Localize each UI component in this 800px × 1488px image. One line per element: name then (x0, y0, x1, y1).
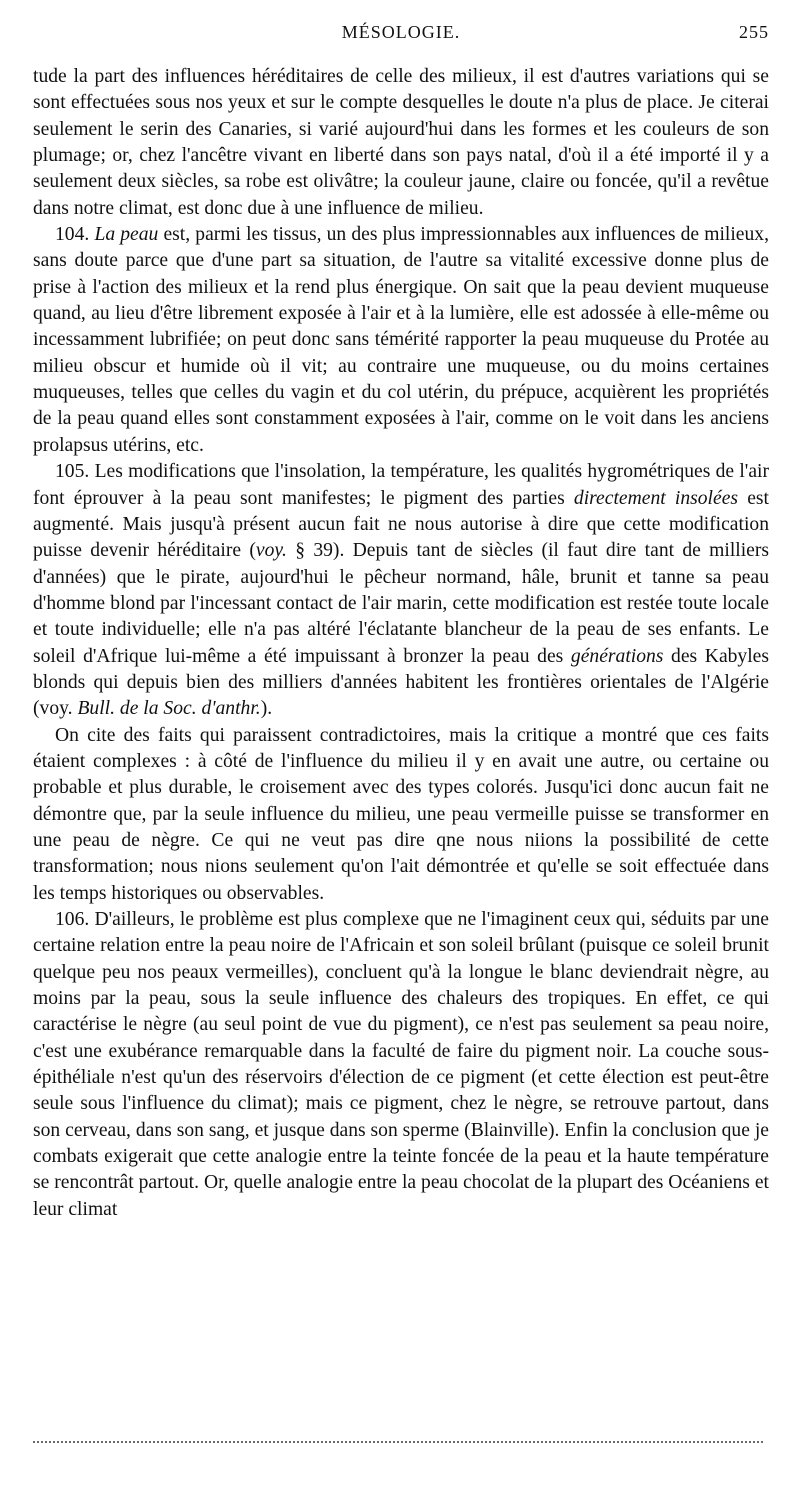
paragraph-105 (33, 459, 769, 722)
italic-run: Bull. de la Soc. d'anthr. (77, 698, 261, 720)
footer-dotted-rule (33, 1441, 763, 1443)
text-run: ). (260, 698, 273, 720)
text-run: tude la part des influences héréditaires de celle des milieux, il est d'autres variations qui se sont effectuées sous nos yeux et sur le compte desquelles le doute n'a plus de place. Je citerai seulement le serin des Canaries, si varié aujourd'hui dans les formes et les couleurs de son plumage; or, chez l'ancêtre vivant en liberté dans son pays natal, d'où il a été importé il y a seulement deux siècles, sa robe est olivâtre; la couleur jaune, claire ou foncée, qu'il a revêtue dans notre climat, est donc due à une influence de milieu. (33, 66, 769, 219)
paragraph-continuation (33, 64, 769, 222)
running-title: MÉSOLOGIE. (341, 22, 461, 42)
text-run: est augmenté. Mais jusqu'à présent aucun fait ne nous autorise à dire que cette modification puisse devenir héréditaire ( (33, 487, 769, 562)
paragraph-unnumbered (33, 723, 769, 907)
body-text (33, 64, 769, 1223)
italic-run: voy. (255, 540, 287, 562)
paragraph-104 (33, 222, 769, 459)
running-head (33, 22, 769, 48)
italic-run: générations (570, 645, 664, 667)
text-run: Les modifications que l'insolation, la température, les qualités hygrométriques de l'air font éprouver à la peau sont manifestes; le pigment des parties (33, 461, 769, 509)
text-run: des Kabyles blonds qui depuis bien des milliers d'années habitent les frontières orientales de l'Algérie (voy. (33, 645, 769, 720)
text-run: est, parmi les tissus, un des plus impressionnables aux influences de milieux, sans doute parce que d'une part sa situation, de l'autre sa vitalité excessive donne plus de prise à l'action des milieux et la rend plus énergique. On sait que la peau devient muqueuse quand, au lieu d'être librement exposée à l'air et à la lumière, elle est adossée à elle-même ou incessamment lubrifiée; on peut donc sans témérité rapporter la peau muqueuse du Protée au milieu obscur et humide où il vit; au contraire une muqueuse, ou du moins certaines muqueuses, telles que celles du vagin et du col utérin, du prépuce, acquièrent les propriétés de la peau quand elles sont constamment exposées à l'air, comme on le voit dans les anciens prolapsus utérins, etc. (33, 224, 770, 456)
paragraph-number: 104. (55, 224, 90, 246)
text-run: D'ailleurs, le problème est plus complexe que ne l'imaginent ceux qui, séduits par une certaine relation entre la peau noire de l'Africain et son soleil brûlant (puisque ce soleil brunit quelque peu nos peaux vermeilles), concluent qu'à la longue le blanc deviendrait nègre, au moins par la peau, sous la seule influence des chaleurs des tropiques. En effet, ce qui caractérise le nègre (au seul point de vue du pigment), ce n'est pas seulement sa peau noire, c'est une exubérance remarquable dans la faculté de faire du pigment noir. La couche sous-épithéliale n'est qu'un des réservoirs d'élection de ce pigment (et cette élection est peut-être seule sous l'influence du climat); mais ce pigment, chez le nègre, se retrouve partout, dans son cerveau, dans son sang, et jusque dans son sperme (Blainville). Enfin la conclusion que je combats exigerait que cette analogie entre la teinte foncée de la peau et la haute température se rencontrât partout. Or, quelle analogie entre la peau chocolat de la plupart des Océaniens et leur climat (33, 909, 769, 1220)
paragraph-106 (33, 907, 769, 1223)
paragraph-number: 106. (55, 909, 90, 930)
page (33, 22, 769, 1223)
italic-run: La peau (94, 224, 159, 246)
text-run: On cite des faits qui paraissent contradictoires, mais la critique a montré que ces faits étaient complexes : à côté de l'influence du milieu il y en avait une autre, ou certaine ou probable et plus durable, le croisement avec des types colorés. Jusqu'ici donc aucun fait ne démontre que, par la seule influence du milieu, une peau vermeille puisse se transformer en une peau de nègre. Ce qui ne veut pas dire qne nous niions la possibilité de cette transformation; nous nions seulement qu'on l'ait démontrée et qu'elle se soit effectuée dans les temps historiques ou observables. (33, 724, 769, 904)
text-run: § 39). Depuis tant de siècles (il faut dire tant de milliers d'années) que le pirate, aujourd'hui le pêcheur normand, hâle, brunit et tanne sa peau d'homme blond par l'incessant contact de l'air marin, cette modification est restée toute locale et toute individuelle; elle n'a pas altéré l'éclatante blancheur de la peau de ses enfants. Le soleil d'Afrique lui-même a été impuissant à bronzer la peau des (33, 540, 770, 667)
italic-run: directement insolées (573, 487, 739, 509)
page-number: 255 (739, 22, 769, 42)
paragraph-number: 105. (55, 461, 90, 483)
